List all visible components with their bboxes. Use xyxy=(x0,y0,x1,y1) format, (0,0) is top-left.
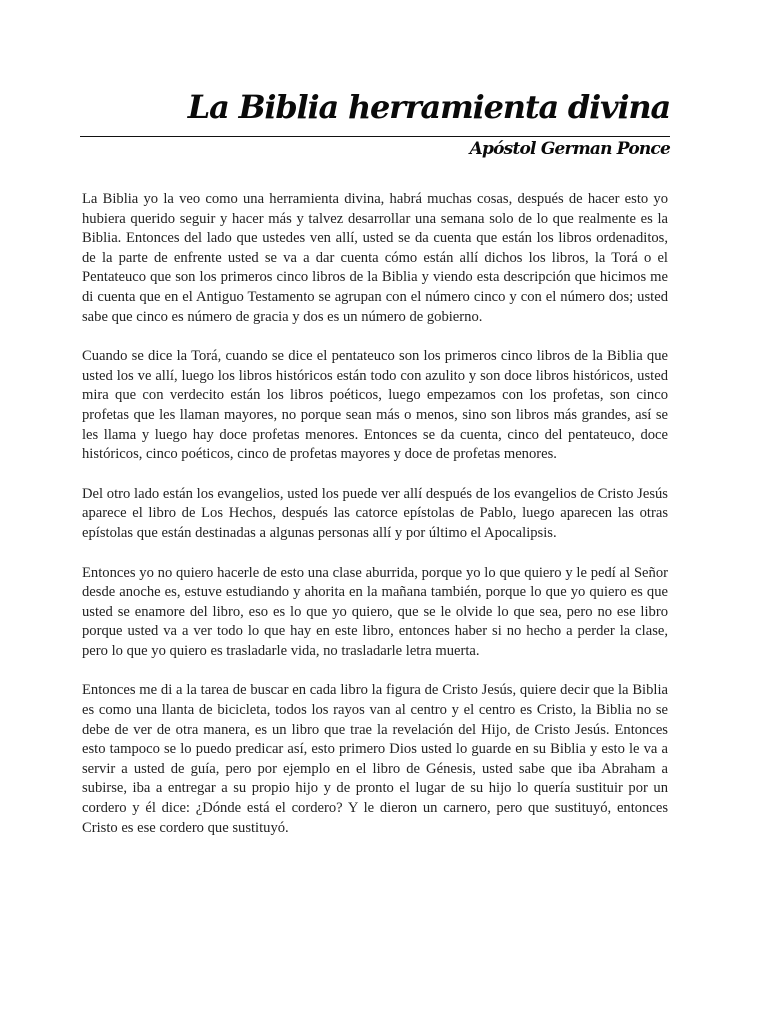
document-body xyxy=(82,190,668,858)
paragraph: Cuando se dice la Torá, cuando se dice el pentateuco son los primeros cinco libros de la Biblia que usted los ve allí, luego los libros históricos están todo con azulito y son doce libros históricos, usted mira que con verdecito están los libros poéticos, luego empezamos con los profetas, son cinco profetas que les llaman mayores, no porque sean más o menos, sino son libros más grandes, así se les llama y luego hay doce profetas menores. Entonces se da cuenta, cinco del pentateuco, doce históricos, cinco poéticos, cinco de profetas mayores y doce de profetas menores. xyxy=(82,348,668,463)
title-divider xyxy=(80,136,670,137)
document-title: La Biblia herramienta divina xyxy=(187,88,670,126)
paragraph: Del otro lado están los evangelios, usted los puede ver allí después de los evangelios de Cristo Jesús aparece el libro de Los Hechos, después las catorce epístolas de Pablo, luego aparecen las otras epístolas que están destinadas a algunas personas allí y por último el Apocalipsis. xyxy=(82,485,668,541)
document-author: Apóstol German Ponce xyxy=(469,139,670,159)
document-header xyxy=(80,84,670,159)
paragraph: Entonces me di a la tarea de buscar en cada libro la figura de Cristo Jesús, quiere decir que la Biblia es como una llanta de bicicleta, todos los rayos van al centro y el centro es Cristo, la Biblia no se debe de ver de otra manera, es un libro que trae la revelación del Hijo, de Cristo Jesús. Entonces esto tampoco se lo puedo predicar así, esto primero Dios usted lo guarde en su Biblia y esto le va a servir a usted de guía, pero por ejemplo en el libro de Génesis, usted sabe que iba Abraham a subirse, iba a entregar a su propio hijo y de pronto el lugar de su hijo lo quería sustituir por un cordero y él dice: ¿Dónde está el cordero? Y le dieron un carnero, pero que sustituyó, entonces Cristo es ese cordero que sustituyó. xyxy=(82,682,668,836)
paragraph: Entonces yo no quiero hacerle de esto una clase aburrida, porque yo lo que quiero y le pedí al Señor desde anoche es, estuve estudiando y ahorita en la mañana también, porque lo que yo quiero es que usted se enamore del libro, eso es lo que yo quiero, que se le olvide lo que sea, pero no ese libro porque usted va a ver todo lo que hay en este libro, entonces haber si no hecho a perder la clase, pero lo que yo quiero es trasladarle vida, no trasladarle letra muerta. xyxy=(82,564,668,659)
paragraph: La Biblia yo la veo como una herramienta divina, habrá muchas cosas, después de hacer esto yo hubiera querido seguir y hacer más y talvez desarrollar una semana solo de lo que realmente es la Biblia. Entonces del lado que ustedes ven allí, usted se da cuenta que están los libros ordenaditos, de la parte de enfrente usted se va a dar cuenta cómo están allí dichos los libros, la Torá o el Pentateuco que son los primeros cinco libros de la Biblia y viendo esta descripción que hicimos me di cuenta que en el Antiguo Testamento se agrupan con el número cinco y con el número dos; usted sabe que cinco es número de gracia y dos es un número de gobierno. xyxy=(82,191,668,325)
